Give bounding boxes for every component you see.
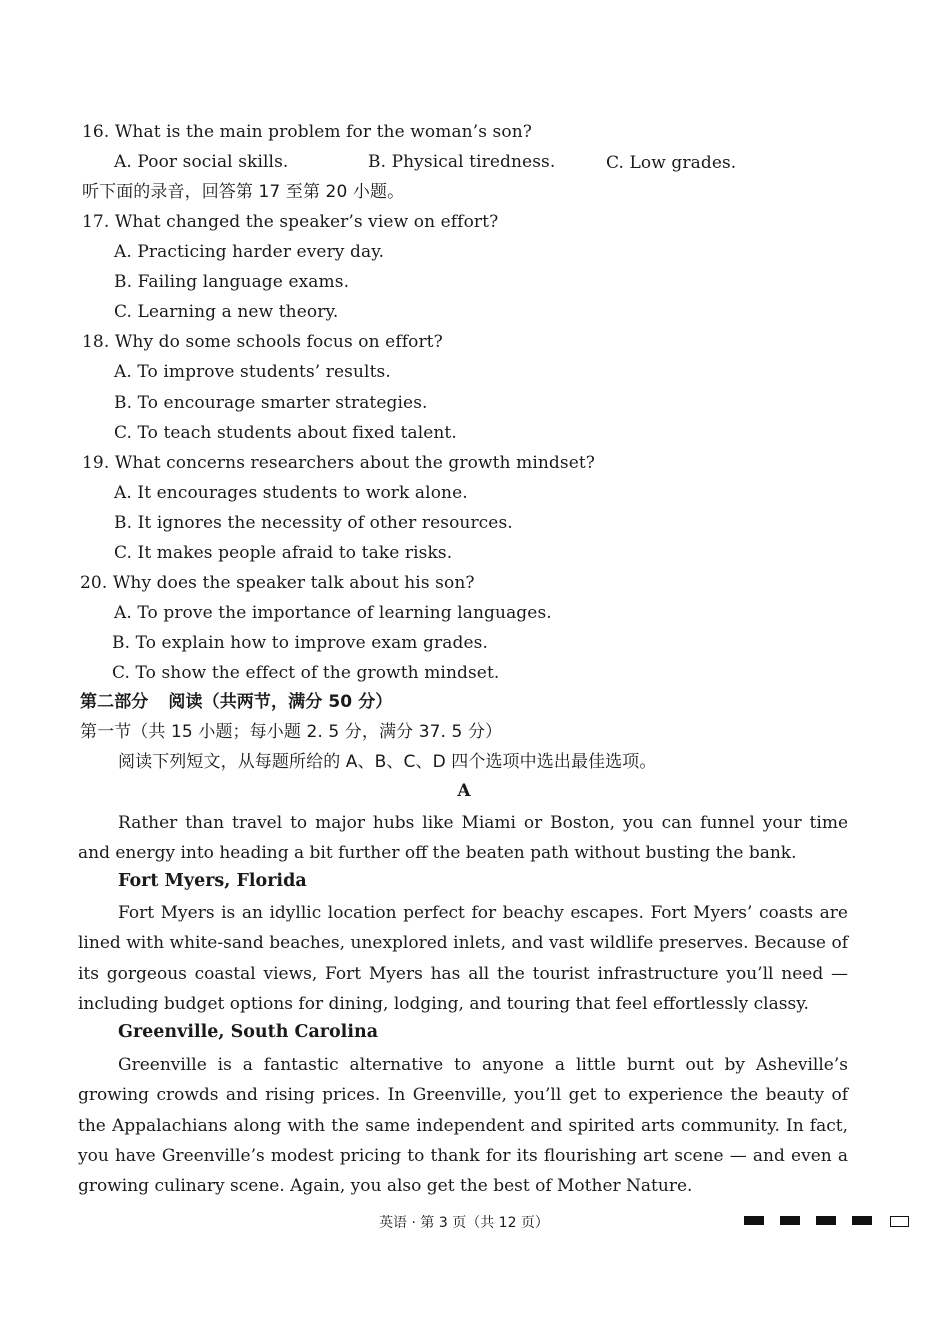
part2-title [80,691,392,713]
q17-option-a: A. Practicing harder every day. [114,242,385,262]
listening-instruction: 听下面的录音，回答第 17 至第 20 小题。 [82,182,405,202]
q18-option-a: A. To improve students’ results. [114,362,391,382]
question-19: 19. What concerns researchers about the growth mindset? [82,453,596,473]
q20-option-a: A. To prove the importance of learning languages. [114,603,552,623]
section1-title: 第一节（共 15 小题；每小题 2. 5 分，满分 37. 5 分） [80,722,503,742]
question-20: 20. Why does the speaker talk about his son? [80,573,475,593]
passage-label: A [457,781,471,801]
question-16: 16. What is the main problem for the woman’s son? [82,122,532,142]
question-18: 18. Why do some schools focus on effort? [82,332,443,352]
q20-option-c: C. To show the effect of the growth mindset. [112,663,500,683]
q16-option-c: C. Low grades. [606,153,737,173]
reading-instruction: 阅读下列短文，从每题所给的 A、B、C、D 四个选项中选出最佳选项。 [118,752,657,772]
passage-intro: Rather than travel to major hubs like Miami or Boston, you can funnel your time and energy into heading a bit further off the beaten path without busting the bank. [78,813,848,864]
q18-option-c: C. To teach students about fixed talent. [114,423,457,443]
page-mark-filled [816,1216,836,1225]
q16-option-b: B. Physical tiredness. [368,152,556,172]
q20-option-b: B. To explain how to improve exam grades. [112,633,488,653]
q17-option-b: B. Failing language exams. [114,272,350,292]
q16-option-a: A. Poor social skills. [114,152,289,172]
q19-option-b: B. It ignores the necessity of other resources. [114,513,513,533]
passage-heading-greenville: Greenville, South Carolina [118,1022,379,1042]
question-17: 17. What changed the speaker’s view on effort? [82,212,499,232]
page-mark-filled [780,1216,800,1225]
passage-heading-fort-myers: Fort Myers, Florida [118,871,307,891]
q18-option-b: B. To encourage smarter strategies. [114,393,428,413]
part2-label: 第二部分 [80,692,149,712]
part2-reading-label: 阅读（共两节，满分 50 分） [168,692,393,712]
passage-para-fort-myers: Fort Myers is an idyllic location perfect for beachy escapes. Fort Myers’ coasts are lined with white-sand beaches, unexplored inlets, and vast wildlife preserves. Because of its gorgeous coastal views, Fort Myers has all the tourist infrastructure you’ll need — including budget options for dining, lodging, and touring that feel effortlessly classy. [78,903,848,1014]
page-footer: 英语 · 第 3 页（共 12 页） [379,1215,549,1231]
page-mark-filled [744,1216,764,1225]
q19-option-a: A. It encourages students to work alone. [114,483,468,503]
q19-option-c: C. It makes people afraid to take risks. [114,543,453,563]
page-mark-filled [852,1216,872,1225]
q17-option-c: C. Learning a new theory. [114,302,339,322]
passage-para-greenville: Greenville is a fantastic alternative to anyone a little burnt out by Asheville’s growing crowds and rising prices. In Greenville, you’ll get to experience the beauty of the Appalachians along with the same independent and spirited arts community. In fact, you have Greenville’s modest pricing to thank for its flourishing art scene — and even a growing culinary scene. Again, you also get the best of Mother Nature. [78,1055,848,1197]
page-mark-empty [890,1216,909,1227]
